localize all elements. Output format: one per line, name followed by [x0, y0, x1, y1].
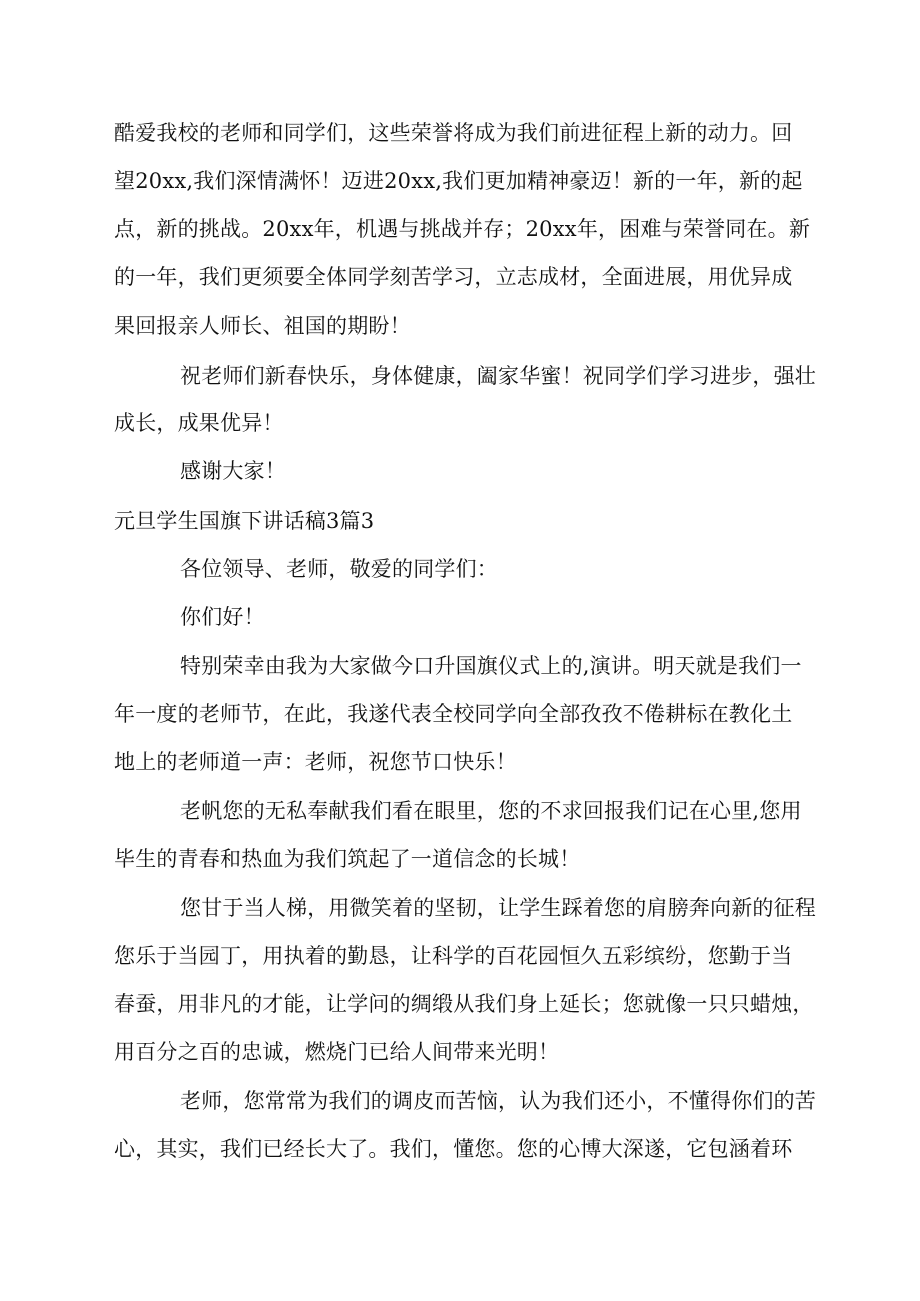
text-line: 点，新的挑战。20xx年，机遇与挑战并存；20xx年，困难与荣誉同在。新 — [114, 217, 811, 241]
text-line: 望20xx,我们深情满怀！迈进20xx,我们更加精神豪迈！新的一年，新的起 — [114, 169, 803, 193]
text-line: 酷爱我校的老师和同学们，这些荣誉将成为我们前进征程上新的动力。回 — [114, 121, 793, 145]
text-line: 用百分之百的忠诚，燃烧门已给人间带来光明！ — [114, 1040, 560, 1064]
text-line: 特别荣幸由我为大家做今口升国旗仪式上的,演讲。明天就是我们一 — [180, 654, 802, 678]
text-line: 您乐于当园丁，用执着的勤恳，让科学的百花园恒久五彩缤纷，您勤于当 — [114, 944, 793, 968]
text-line: 春蚕，用非凡的才能，让学问的绸缎从我们身上延长；您就像一只只蜡烛， — [114, 992, 814, 1016]
text-line: 老帆您的无私奉献我们看在眼里，您的不求回报我们记在心里,您用 — [180, 799, 802, 823]
text-line: 心，其实，我们已经长大了。我们，懂您。您的心博大深遂，它包涵着环 — [114, 1137, 793, 1161]
text-line: 感谢大家！ — [180, 459, 286, 483]
text-line: 的一年，我们更须要全体同学刻苦学习，立志成材，全面进展，用优异成 — [114, 265, 793, 289]
text-line: 老师，您常常为我们的调皮而苦恼，认为我们还小，不懂得你们的苦 — [180, 1089, 816, 1113]
text-line: 果回报亲人师长、祖国的期盼！ — [114, 314, 411, 338]
text-line: 地上的老师道一声：老师，祝您节口快乐！ — [114, 750, 517, 774]
text-line: 您甘于当人梯，用微笑着的坚韧，让学生踩着您的肩膀奔向新的征程 — [180, 896, 816, 920]
section-heading: 元旦学生国旗下讲话稿3篇3 — [114, 509, 375, 533]
text-line: 毕生的青春和热血为我们筑起了一道信念的长城！ — [114, 847, 581, 871]
text-line: 你们好！ — [180, 605, 265, 629]
text-line: 各位领导、老师，敬爱的同学们： — [180, 557, 498, 581]
text-line: 成长，成果优异！ — [114, 411, 284, 435]
text-line: 年一度的老师节，在此，我遂代表全校同学向全部孜孜不倦耕标在教化土 — [114, 702, 793, 726]
text-line: 祝老师们新春快乐，身体健康，阖家华蜜！祝同学们学习进步，强壮 — [180, 364, 816, 388]
